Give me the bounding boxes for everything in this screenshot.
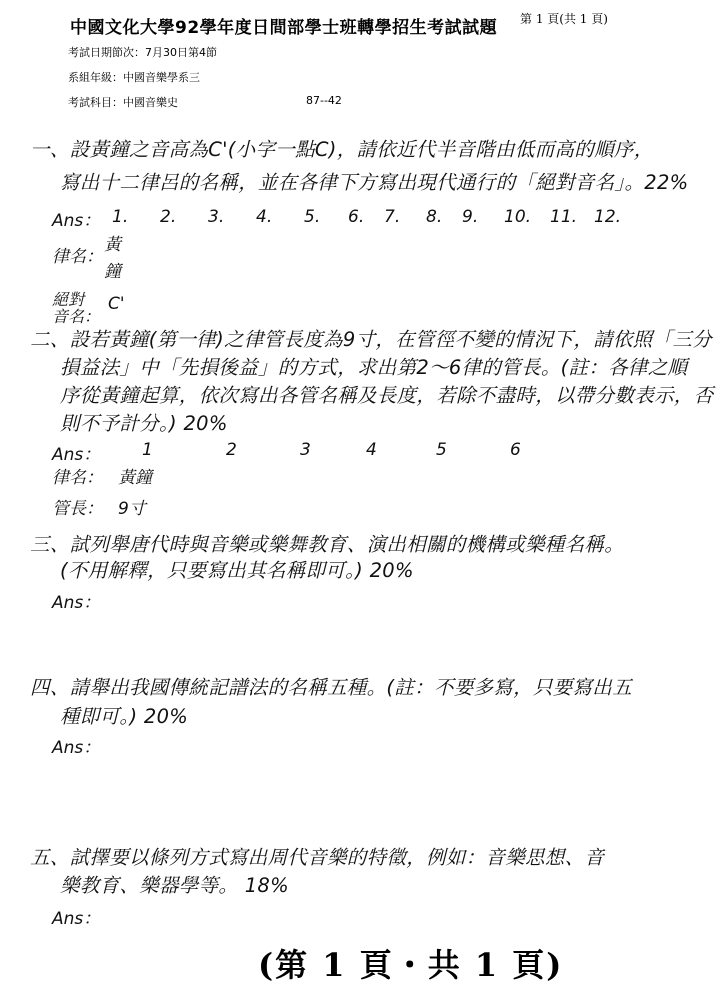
question-1-abs-first: C' — [108, 294, 125, 314]
subject-code: 87--42 — [306, 94, 342, 107]
question-2-lu-label: 律名： — [52, 468, 103, 488]
question-1-lu-first-b: 鐘 — [104, 262, 121, 282]
question-1-abs-label-a: 絕對 — [52, 290, 85, 309]
number-cell: 10. — [504, 207, 532, 227]
question-2-line-1: 二、設若黃鐘(第一律)之律管長度為9寸，在管徑不變的情況下，請依照「三分 — [30, 328, 712, 351]
question-1-answer-label: Ans： — [52, 211, 101, 231]
number-cell: 4. — [256, 207, 273, 227]
number-cell: 3. — [208, 207, 225, 227]
question-2-line-3: 序從黃鐘起算，依次寫出各管名稱及長度，若除不盡時，以帶分數表示，否 — [60, 384, 714, 407]
number-cell: 3 — [300, 440, 311, 460]
question-1-abs-label-b: 音名： — [52, 307, 101, 326]
question-2-lu-first: 黃鐘 — [118, 468, 152, 488]
exam-date: 考試日期節次：7月30日第4節 — [68, 46, 217, 59]
number-cell: 2. — [160, 207, 177, 227]
number-cell: 8. — [426, 207, 443, 227]
number-cell: 12. — [594, 207, 622, 227]
number-cell: 5. — [304, 207, 321, 227]
number-cell: 9. — [462, 207, 479, 227]
number-cell: 7. — [384, 207, 401, 227]
question-2-line-2: 損益法」中「先損後益」的方式，求出第2～6律的管長。(註：各律之順 — [60, 356, 688, 379]
question-1-line-2: 寫出十二律呂的名稱，並在各律下方寫出現代通行的「絕對音名」。22% — [60, 171, 689, 194]
question-3-line-1: 三、試列舉唐代時與音樂或樂舞教育、演出相關的機構或樂種名稱。 — [30, 533, 625, 556]
question-3-answer-label: Ans： — [52, 593, 101, 613]
question-3-line-2: (不用解釋，只要寫出其名稱即可。) 20% — [60, 559, 414, 582]
number-cell: 1. — [112, 207, 129, 227]
question-2-line-4: 則不予計分。) 20% — [60, 412, 228, 435]
question-5-line-2: 樂教育、樂器學等。 18% — [60, 874, 289, 897]
question-2-length-label: 管長： — [52, 499, 103, 519]
question-5-answer-label: Ans： — [52, 909, 101, 929]
exam-title: 中國文化大學92學年度日間部學士班轉學招生考試試題 — [70, 18, 498, 38]
department: 系組年級：中國音樂學系三 — [68, 71, 200, 84]
question-1-lu-first-a: 黃 — [104, 235, 121, 255]
number-cell: 11. — [550, 207, 578, 227]
question-1-line-1: 一、設黃鐘之音高為C'(小字一點C)，請依近代半音階由低而高的順序， — [30, 138, 654, 161]
question-4-line-2: 種即可。) 20% — [60, 705, 189, 728]
number-cell: 2 — [226, 440, 237, 460]
number-cell: 6. — [348, 207, 365, 227]
question-2-answer-label: Ans： — [52, 445, 101, 465]
question-2-length-first: 9寸 — [118, 499, 146, 519]
question-2-number-row — [142, 440, 530, 460]
question-1-number-row — [112, 207, 634, 227]
question-4-answer-label: Ans： — [52, 738, 101, 758]
question-4-line-1: 四、請舉出我國傳統記譜法的名稱五種。(註：不要多寫，只要寫出五 — [30, 676, 632, 699]
number-cell: 5 — [436, 440, 447, 460]
question-1-lu-label: 律名： — [52, 247, 103, 267]
subject: 考試科目：中國音樂史 — [68, 96, 178, 109]
page-info: 第 1 頁(共 1 頁) — [520, 12, 608, 26]
number-cell: 6 — [510, 440, 521, 460]
page-footer: (第 1 頁・共 1 頁) — [258, 946, 564, 984]
number-cell: 4 — [366, 440, 377, 460]
number-cell: 1 — [142, 440, 153, 460]
question-5-line-1: 五、試擇要以條列方式寫出周代音樂的特徵，例如：音樂思想、音 — [30, 846, 605, 869]
